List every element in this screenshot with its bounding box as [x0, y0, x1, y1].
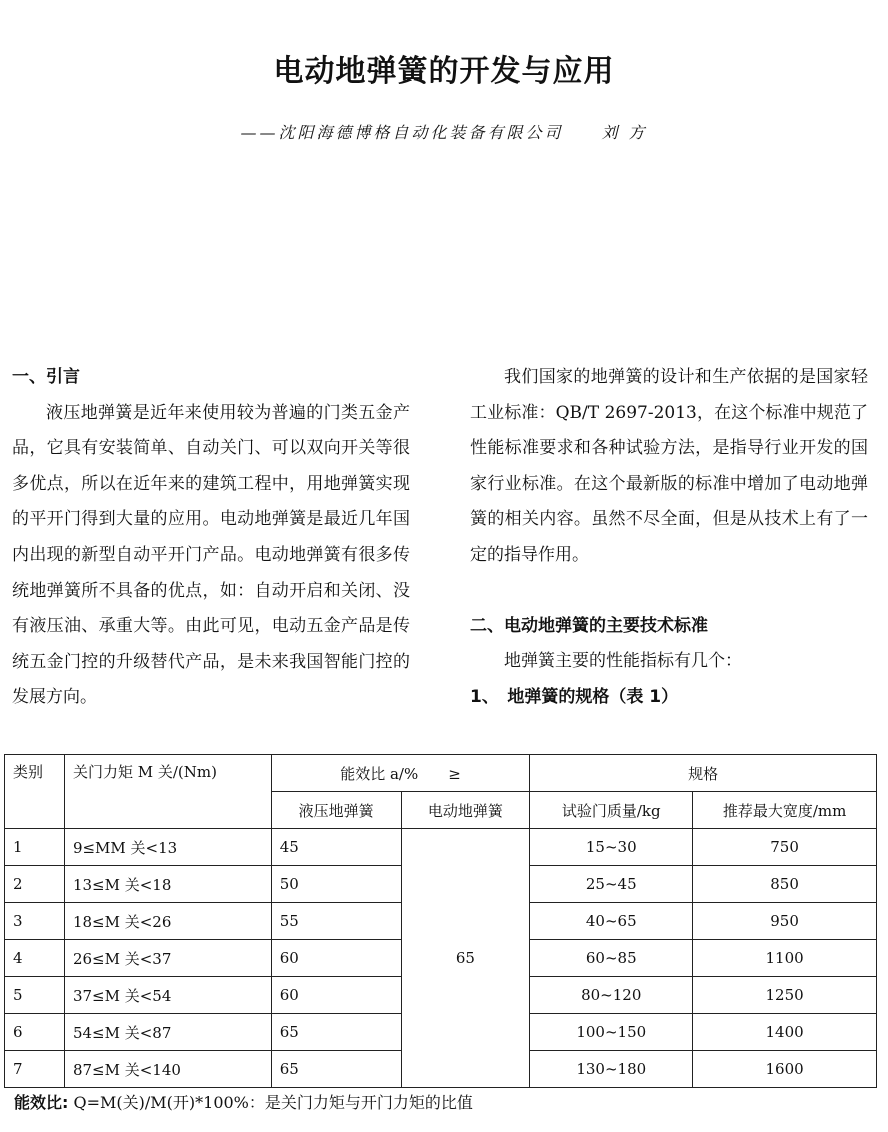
cell-torque: 87≤M 关<140	[64, 1051, 271, 1088]
cell-max-width: 1600	[693, 1051, 877, 1088]
standard-paragraph: 我们国家的地弹簧的设计和生产依据的是国家轻工业标准：QB/T 2697-2013，在这个标准中规范了性能标准要求和各种试验方法，是指导行业开发的国家行业标准。在这个最新版的标准中增加了电动地弹簧的相关内容。虽然不尽全面，但是从技术上有了一定的指导作用。	[470, 367, 868, 565]
cell-torque: 54≤M 关<87	[64, 1014, 271, 1051]
efficiency-note	[14, 1090, 473, 1113]
cell-torque: 18≤M 关<26	[64, 903, 271, 940]
section1-heading: 一、引言	[12, 367, 80, 387]
document-title: 电动地弹簧的开发与应用	[273, 54, 615, 89]
cell-max-width: 1250	[693, 977, 877, 1014]
cell-category: 2	[5, 866, 65, 903]
cell-door-mass: 100~150	[530, 1014, 693, 1051]
author-line: ——沈阳海德博格自动化装备有限公司 刘 方	[240, 123, 648, 142]
section2-heading: 二、电动地弹簧的主要技术标准	[470, 615, 708, 636]
cell-hydraulic: 55	[271, 903, 401, 940]
indicators-paragraph: 地弹簧主要的性能指标有几个：	[504, 651, 742, 672]
cell-hydraulic: 45	[271, 829, 401, 866]
cell-torque: 9≤MM 关<13	[64, 829, 271, 866]
cell-category: 1	[5, 829, 65, 866]
cell-category: 4	[5, 940, 65, 977]
header-max-width: 推荐最大宽度/mm	[693, 792, 877, 829]
cell-electric-merged: 65	[401, 829, 530, 1088]
cell-category: 5	[5, 977, 65, 1014]
cell-max-width: 1400	[693, 1014, 877, 1051]
cell-door-mass: 130~180	[530, 1051, 693, 1088]
cell-hydraulic: 50	[271, 866, 401, 903]
cell-hydraulic: 60	[271, 977, 401, 1014]
header-efficiency: 能效比 a/% ≥	[271, 755, 530, 792]
cell-torque: 37≤M 关<54	[64, 977, 271, 1014]
cell-category: 3	[5, 903, 65, 940]
spec-table	[4, 754, 877, 1088]
cell-door-mass: 25~45	[530, 866, 693, 903]
table-row	[5, 829, 877, 866]
cell-door-mass: 15~30	[530, 829, 693, 866]
cell-max-width: 1100	[693, 940, 877, 977]
cell-door-mass: 60~85	[530, 940, 693, 977]
table-header-row	[5, 755, 877, 792]
cell-category: 6	[5, 1014, 65, 1051]
left-column	[12, 360, 410, 716]
header-category: 类别	[5, 755, 65, 829]
cell-max-width: 950	[693, 903, 877, 940]
header-hydraulic: 液压地弹簧	[271, 792, 401, 829]
cell-torque: 13≤M 关<18	[64, 866, 271, 903]
cell-category: 7	[5, 1051, 65, 1088]
cell-hydraulic: 65	[271, 1051, 401, 1088]
cell-max-width: 850	[693, 866, 877, 903]
cell-torque: 26≤M 关<37	[64, 940, 271, 977]
cell-door-mass: 40~65	[530, 903, 693, 940]
table1-heading: 1、 地弹簧的规格（表 1）	[470, 686, 679, 707]
efficiency-note-text: Q=M(关)/M(开)*100%：是关门力矩与开门力矩的比值	[68, 1093, 473, 1112]
cell-door-mass: 80~120	[530, 977, 693, 1014]
right-column	[470, 360, 868, 715]
cell-hydraulic: 60	[271, 940, 401, 977]
header-electric: 电动地弹簧	[401, 792, 530, 829]
header-spec: 规格	[530, 755, 877, 792]
header-door-mass: 试验门质量/kg	[530, 792, 693, 829]
intro-paragraph: 液压地弹簧是近年来使用较为普遍的门类五金产品，它具有安装简单、自动关门、可以双向开关等很多优点，所以在近年来的建筑工程中，用地弹簧实现的平开门得到大量的应用。电动地弹簧是最近几年国内出现的新型自动平开门产品。电动地弹簧有很多传统地弹簧所不具备的优点，如：自动开启和关闭、没有液压油、承重大等。由此可见，电动五金产品是传统五金门控的升级替代产品，是未来我国智能门控的发展方向。	[12, 402, 410, 708]
efficiency-note-label: 能效比:	[14, 1093, 69, 1112]
cell-hydraulic: 65	[271, 1014, 401, 1051]
header-torque: 关门力矩 M 关/(Nm)	[64, 755, 271, 829]
cell-max-width: 750	[693, 829, 877, 866]
